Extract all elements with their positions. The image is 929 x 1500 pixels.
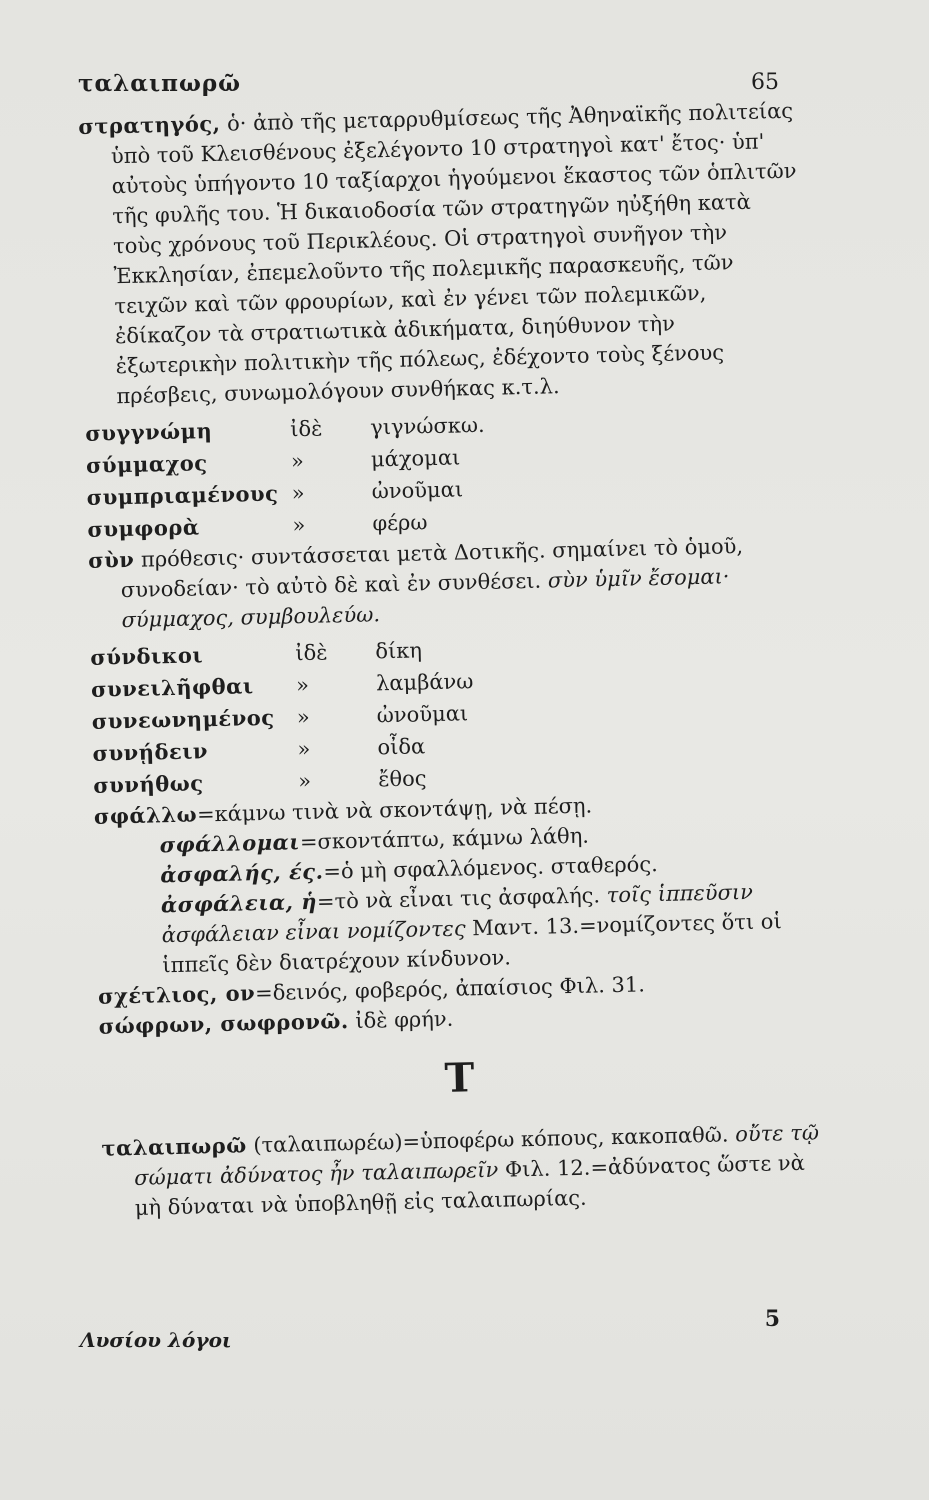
cross-mark: » [290, 448, 305, 474]
cross-ref: γιγνώσκω. [369, 412, 485, 440]
entry-talaiporo [101, 1117, 823, 1223]
definition: (ταλαιπωρέω)=ὑποφέρω κόπους, κακοπαθῶ. [253, 1122, 729, 1158]
cross-ref: ἔθος [377, 766, 427, 792]
cross-ref: δίκη [375, 638, 423, 664]
cross-mark: ἰδὲ [295, 640, 328, 666]
headword: σφάλλω [93, 801, 198, 829]
definition: =σκοντάπτω, κάμνω λάθη. [299, 823, 590, 855]
definition: πρόθεσις· συντάσσεται μετὰ Δοτικῆς. σημαίνει τὸ ὁμοῦ, συνοδείαν· τὸ αὐτὸ δὲ καὶ ἐν συνθέσει. [120, 534, 744, 603]
cross-ref: μάχομαι [370, 445, 461, 472]
example: σὺν ὑμῖν ἔσομαι· σύμμαχος, συμβουλεύω. [121, 564, 730, 633]
definition: =τὸ νὰ εἶναι τις ἀσφαλής. [316, 883, 601, 914]
example: τοῖς ἱππεῦσιν ἀσφάλειαν εἶναι νομίζοντες [161, 879, 754, 948]
cross-headword: συνήθως [92, 770, 204, 798]
signature-title: Λυσίου λόγοι [80, 1328, 232, 1352]
cross-headword: σύνδικοι [90, 642, 204, 670]
headword: ταλαιπωρῶ [101, 1132, 247, 1161]
definition: =δεινός, φοβερός, ἀπαίσιος Φιλ. 31. [254, 972, 646, 1006]
cross-ref-group-2 [90, 626, 813, 802]
subentry-asfaleia [96, 875, 818, 981]
section-letter: Τ [444, 1054, 476, 1102]
cross-headword: συνειλῆφθαι [90, 673, 254, 702]
headword: ἀσφάλεια, ἡ [160, 888, 318, 918]
page-number: 65 [751, 70, 779, 95]
cross-headword: συνεωνημένος [91, 704, 275, 734]
running-head: ταλαιπωρῶ [78, 70, 242, 97]
page-header [78, 70, 779, 97]
cross-headword: συμπριαμένους [86, 480, 279, 510]
headword: ἀσφαλής, ές. [160, 858, 324, 888]
cross-headword: συγγνώμη [85, 418, 213, 446]
headword: σχέτλιος, ον [97, 980, 256, 1009]
cross-mark: » [291, 480, 305, 506]
cross-headword: σύμμαχος [85, 450, 208, 478]
cross-mark: ἰδὲ [289, 416, 323, 442]
example: οὔτε τῷ σώματι ἀδύνατος ἦν ταλαιπωρεῖν [133, 1120, 820, 1190]
definition: ἰδὲ φρήν. [355, 1006, 454, 1033]
headword: σώφρων, σωφρονῶ. [98, 1008, 349, 1039]
cross-ref: λαμβάνω [375, 669, 474, 696]
definition: =κάμνω τινὰ νὰ σκοντάψῃ, νὰ πέσῃ. [196, 793, 593, 827]
headword: στρατηγός, [78, 110, 221, 139]
cross-mark: » [295, 672, 310, 698]
headword: σφάλλομαι [159, 829, 301, 858]
cross-mark: » [297, 768, 312, 794]
entry-strategos [78, 96, 805, 412]
definition: ὁ· ἀπὸ τῆς μεταρρυθμίσεως τῆς Ἀθηναϊκῆς πολιτείας ὑπὸ τοῦ Κλεισθένους ἐξελέγοντο 10 στρατηγοὶ κατ' ἔτος· ὑπ' αὐτοὺς ὑπήγοντο 10 ταξίαρχοι ἡγούμενοι ἕκαστος τῶν ὁπλιτῶν τῆς φυλῆς του. Ἡ δικαιοδοσία τῶν στρατηγῶν ηὐξήθη κατὰ τοὺς χρόνους τοῦ Περικλέους. Οἱ στρατηγοὶ συνῆγον τὴν Ἐκκλησίαν, ἐπεμελοῦντο τῆς πολεμικῆς παρασκευῆς, τῶν τειχῶν καὶ τῶν φρουρίων, καὶ ἐν γένει τῶν πολεμικῶν, ἐδίκαζον τὰ στρατιωτικὰ ἀδικήματα, διηύθυνον τὴν ἐξωτερικὴν πολιτικὴν τῆς πόλεως, ἐδέχοντο τοὺς ξένους πρέσβεις, συνωμολόγουν συνθήκας κ.τ.λ. [110, 98, 797, 409]
cross-ref: ὠνοῦμαι [371, 477, 464, 504]
cross-mark: » [292, 512, 306, 538]
entry-syn [88, 530, 810, 636]
cross-ref: ὠνοῦμαι [376, 701, 469, 728]
definition: Φιλ. 12.=ἀδύνατος ὥστε νὰ μὴ δύναται νὰ ὑποβληθῇ εἰς ταλαιπωρίας. [134, 1150, 806, 1220]
definition: =ὁ μὴ σφαλλόμενος. σταθερός. [323, 852, 658, 884]
cross-headword: συνῄδειν [92, 738, 209, 766]
cross-mark: » [296, 704, 310, 730]
cross-headword: συμφορὰ [87, 514, 200, 542]
cross-ref: φέρω [372, 510, 428, 536]
page-footer [80, 1306, 780, 1352]
definition: Μαντ. 13.=νομίζοντες ὅτι οἱ ἱππεῖς δὲν διατρέχουν κίνδυνον. [162, 909, 782, 978]
cross-ref: οἶδα [377, 734, 426, 760]
cross-mark: » [297, 736, 311, 762]
headword: σὺν [87, 546, 135, 573]
signature-number: 5 [764, 1306, 780, 1332]
cross-ref-group-1 [85, 402, 808, 546]
page-body [78, 96, 823, 1224]
